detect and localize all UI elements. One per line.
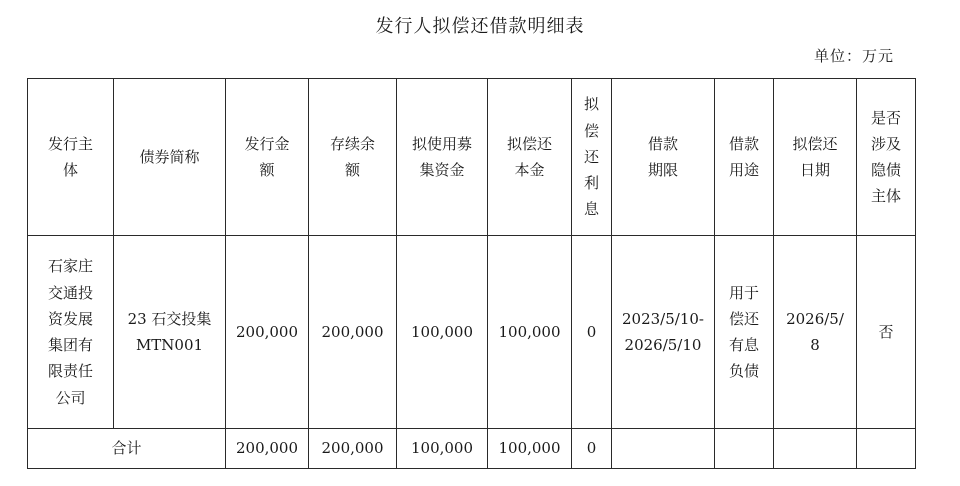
- cell-bond-name: 23 石交投集 MTN001: [114, 236, 226, 429]
- total-principal: 100,000: [488, 429, 572, 469]
- total-loan-purpose: [715, 429, 774, 469]
- cell-outstanding-balance: 200,000: [309, 236, 397, 429]
- header-planned-funds: 拟使用募 集资金: [397, 79, 488, 236]
- cell-repayment-date: 2026/5/ 8: [774, 236, 857, 429]
- total-planned-funds: 100,000: [397, 429, 488, 469]
- cell-interest: 0: [572, 236, 612, 429]
- total-row: [28, 429, 916, 469]
- total-hidden-debt: [857, 429, 916, 469]
- header-outstanding-balance: 存续余 额: [309, 79, 397, 236]
- header-issue-amount: 发行金 额: [226, 79, 309, 236]
- unit-label: 单位：万元: [813, 47, 894, 65]
- cell-hidden-debt: 否: [857, 236, 916, 429]
- total-interest: 0: [572, 429, 612, 469]
- table-row: [28, 236, 916, 429]
- header-interest: 拟 偿 还 利 息: [572, 79, 612, 236]
- header-issuer: 发行主 体: [28, 79, 114, 236]
- total-repayment-date: [774, 429, 857, 469]
- cell-loan-term: 2023/5/10- 2026/5/10: [612, 236, 715, 429]
- total-label: 合计: [28, 429, 226, 469]
- header-principal: 拟偿还 本金: [488, 79, 572, 236]
- header-repayment-date: 拟偿还 日期: [774, 79, 857, 236]
- total-issue-amount: 200,000: [226, 429, 309, 469]
- header-loan-purpose: 借款 用途: [715, 79, 774, 236]
- cell-issue-amount: 200,000: [226, 236, 309, 429]
- document-title: 发行人拟偿还借款明细表: [375, 16, 585, 37]
- header-loan-term: 借款 期限: [612, 79, 715, 236]
- cell-planned-funds: 100,000: [397, 236, 488, 429]
- header-bond-name: 债券简称: [114, 79, 226, 236]
- header-row: [28, 79, 916, 236]
- cell-issuer: 石家庄 交通投 资发展 集团有 限责任 公司: [28, 236, 114, 429]
- cell-loan-purpose: 用于 偿还 有息 负债: [715, 236, 774, 429]
- cell-principal: 100,000: [488, 236, 572, 429]
- header-hidden-debt: 是否 涉及 隐债 主体: [857, 79, 916, 236]
- total-outstanding-balance: 200,000: [309, 429, 397, 469]
- total-loan-term: [612, 429, 715, 469]
- repayment-detail-table: [27, 78, 916, 469]
